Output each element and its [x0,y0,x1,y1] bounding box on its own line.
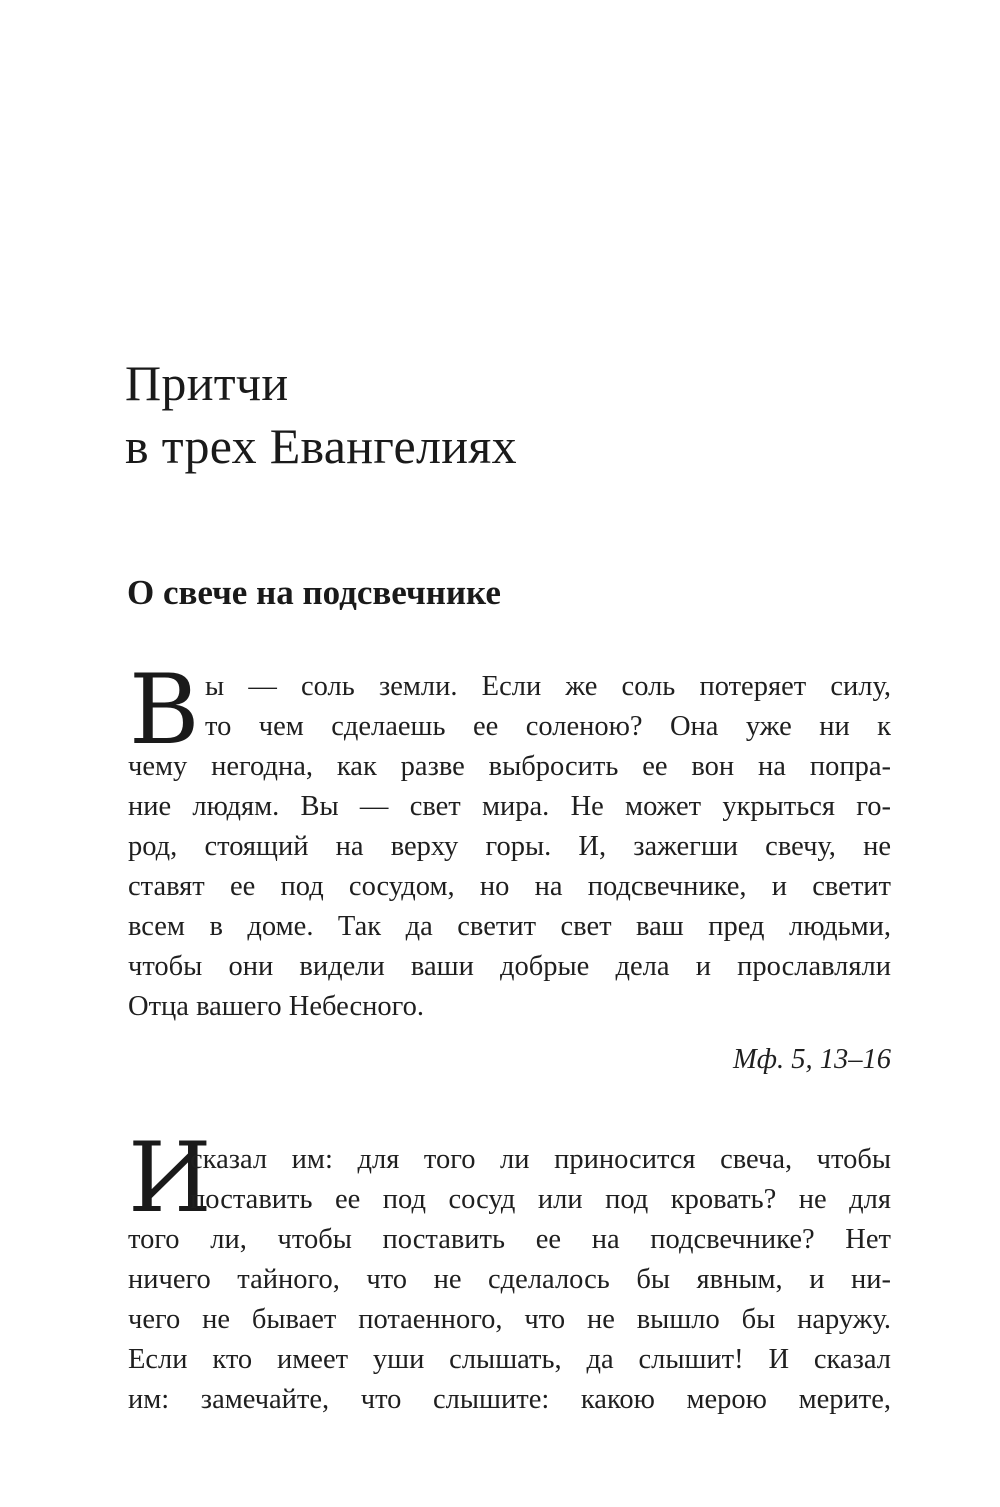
chapter-title-line-1: Притчи [125,355,289,411]
text-line: чего не бывает потаенного, что не вышло бы наружу. [128,1304,891,1335]
text-line: им: замечайте, что слышите: какою мерою мерите, [128,1384,891,1415]
text-line: Отца вашего Небесного. [128,991,424,1022]
section-heading: О свече на подсвечнике [127,573,501,612]
scripture-reference: Мф. 5, 13–16 [733,1044,891,1075]
text-line: ы — соль земли. Если же соль потеряет силу, [205,671,891,702]
text-line: поставить ее под сосуд или под кровать? не для [190,1184,891,1215]
text-line: ставят ее под сосудом, но на подсвечнике, и светит [128,871,891,902]
chapter-title [125,352,517,478]
text-line: то чем сделаешь ее соленою? Она уже ни к [205,711,891,742]
text-line: ние людям. Вы — свет мира. Не может укрыться го- [128,791,891,822]
text-line: всем в доме. Так да светит свет ваш пред людьми, [128,911,891,942]
text-line: род, стоящий на верху горы. И, зажегши свечу, не [128,831,891,862]
text-line: ничего тайного, что не сделалось бы явным, и ни- [128,1264,891,1295]
text-line: чтобы они видели ваши добрые дела и прославляли [128,951,891,982]
chapter-title-line-2: в трех Евангелиях [125,418,517,474]
text-line: сказал им: для того ли приносится свеча, чтобы [190,1144,891,1175]
text-line: чему негодна, как разве выбросить ее вон на попра- [128,751,891,782]
drop-cap: В [129,654,200,766]
text-line: того ли, чтобы поставить ее на подсвечнике? Нет [128,1224,891,1255]
drop-cap: И [128,1122,212,1234]
text-line: Если кто имеет уши слышать, да слышит! И сказал [128,1344,891,1375]
